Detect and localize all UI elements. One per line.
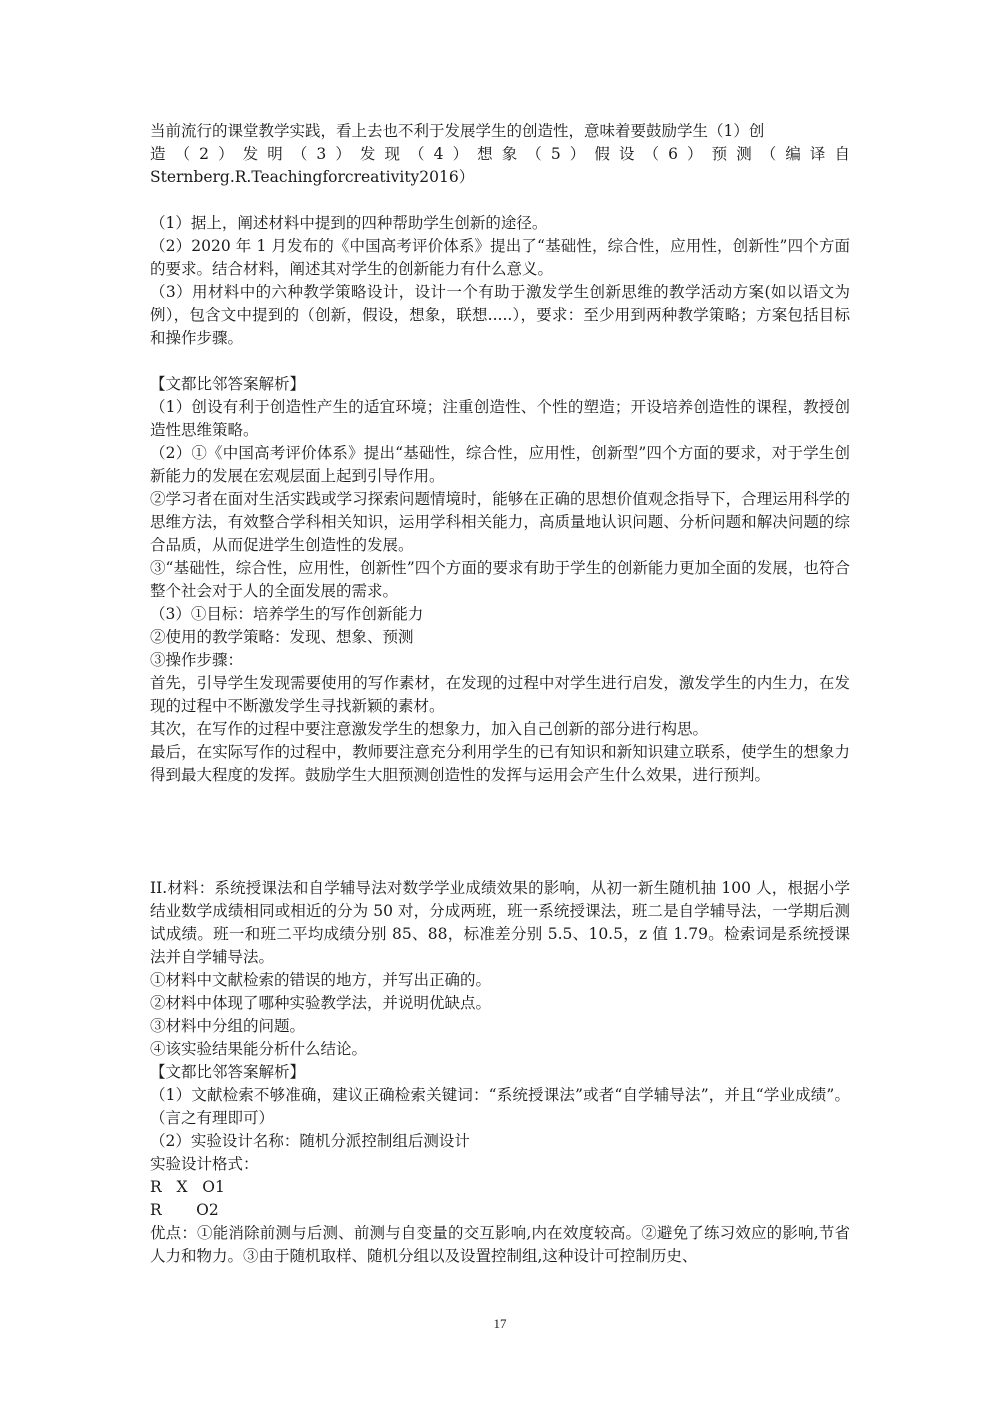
design-row-2: R O2 <box>150 1201 219 1219</box>
answer-heading-1: 【文都比邻答案解析】 <box>150 375 306 393</box>
page-number: 17 <box>493 1316 507 1331</box>
answer-2-1: （1）文献检索不够准确，建议正确检索关键词：“系统授课法”或者“自学辅导法”，并且“学业成绩”。（言之有理即可） <box>150 1086 850 1127</box>
material-2-question-4: ④该实验结果能分析什么结论。 <box>150 1040 368 1058</box>
question-3: （3）用材料中的六种教学策略设计，设计一个有助于激发学生创新思维的教学活动方案(如以语文为例），包含文中提到的（创新，假设，想象，联想.....），要求：至少用到两种教学策略；方案包括目标和操作步骤。 <box>150 283 850 347</box>
question-2: （2）2020 年 1 月发布的《中国高考评价体系》提出了“基础性，综合性，应用性，创新性”四个方面的要求。结合材料，阐述其对学生的创新能力有什么意义。 <box>150 237 850 278</box>
design-advantages: 优点：①能消除前测与后测、前测与自变量的交互影响,内在效度较高。②避免了练习效应的影响,节省人力和物力。③由于随机取样、随机分组以及设置控制组,这种设计可控制历史、 <box>150 1224 850 1265</box>
answer-1-2-2: ②学习者在面对生活实践或学习探索问题情境时，能够在正确的思想价值观念指导下，合理运用科学的思维方法，有效整合学科相关知识，运用学科相关能力，高质量地认识问题、分析问题和解决问题的综合品质，从而促进学生创造性的发展。 <box>150 490 850 554</box>
intro-line-2: 造（2）发明（3）发现（4）想象（5）假设（6）预测（编译自 <box>150 145 850 163</box>
spacer <box>150 350 850 373</box>
material-2-question-1: ①材料中文献检索的错误的地方，并写出正确的。 <box>150 971 492 989</box>
answer-1-1: （1）创设有利于创造性产生的适宜环境；注重创造性、个性的塑造；开设培养创造性的课程，教授创造性思维策略。 <box>150 398 850 439</box>
material-2-text: II.材料：系统授课法和自学辅导法对数学学业成绩效果的影响，从初一新生随机抽 100 人，根据小学结业数学成绩相同或相近的分为 50 对，分成两班，班一系统授课法，班二是自学辅导法，一学期后测试成绩。班一和班二平均成绩分别 85、88，标准差分别 5.5、10.5，z 值 1.79。检索词是系统授课法并自学辅导法。 <box>150 879 850 966</box>
intro-line-3: Sternberg.R.Teachingforcreativity2016） <box>150 168 475 186</box>
answer-1-2-3: ③“基础性，综合性，应用性，创新性”四个方面的要求有助于学生的创新能力更加全面的发展，也符合整个社会对于人的全面发展的需求。 <box>150 559 850 600</box>
answer-1-3-1: （3）①目标：培养学生的写作创新能力 <box>150 605 424 623</box>
answer-1-3-2: ②使用的教学策略：发现、想象、预测 <box>150 628 414 646</box>
intro-line-1: 当前流行的课堂教学实践，看上去也不利于发展学生的创造性，意味着要鼓励学生（1）创 <box>150 122 765 140</box>
answer-2-2: （2）实验设计名称：随机分派控制组后测设计 <box>150 1132 470 1150</box>
spacer <box>150 787 850 877</box>
page-content <box>150 120 850 1268</box>
answer-1-3-6: 最后，在实际写作的过程中，教师要注意充分利用学生的已有知识和新知识建立联系，使学生的想象力得到最大程度的发挥。鼓励学生大胆预测创造性的发挥与运用会产生什么效果，进行预判。 <box>150 743 850 784</box>
answer-1-2-1: （2）①《中国高考评价体系》提出“基础性，综合性，应用性，创新型”四个方面的要求，对于学生创新能力的发展在宏观层面上起到引导作用。 <box>150 444 850 485</box>
answer-1-3-5: 其次，在写作的过程中要注意激发学生的想象力，加入自己创新的部分进行构思。 <box>150 720 709 738</box>
answer-1-3-3: ③操作步骤： <box>150 651 244 669</box>
question-1: （1）据上，阐述材料中提到的四种帮助学生创新的途径。 <box>150 214 548 232</box>
design-format-label: 实验设计格式： <box>150 1155 259 1173</box>
material-2-question-2: ②材料中体现了哪种实验教学法，并说明优缺点。 <box>150 994 492 1012</box>
answer-1-3-4: 首先，引导学生发现需要使用的写作素材，在发现的过程中对学生进行启发，激发学生的内生力，在发现的过程中不断激发学生寻找新颖的素材。 <box>150 674 850 715</box>
spacer <box>150 189 850 212</box>
material-2-question-3: ③材料中分组的问题。 <box>150 1017 306 1035</box>
answer-heading-2: 【文都比邻答案解析】 <box>150 1063 306 1081</box>
design-row-1: R X O1 <box>150 1178 225 1196</box>
